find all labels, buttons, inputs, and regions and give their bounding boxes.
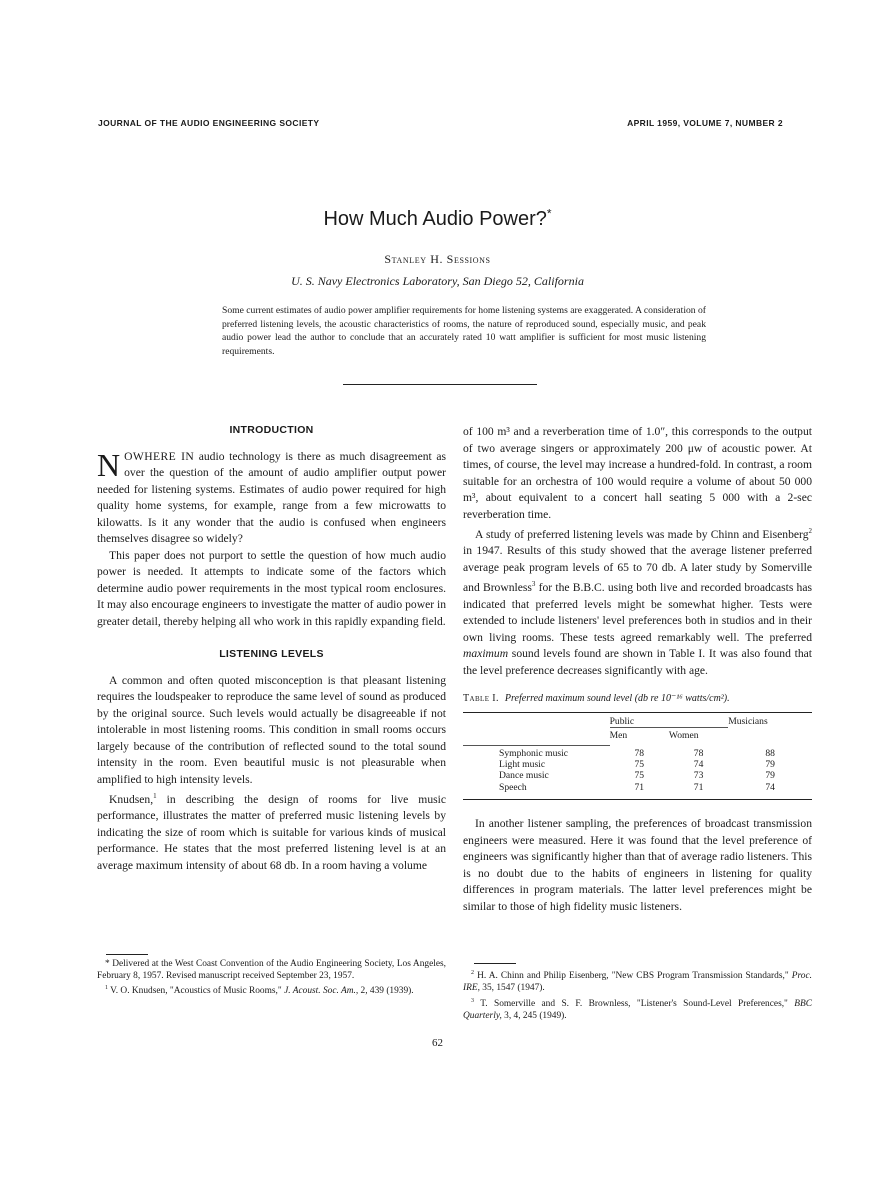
listening-paragraph-2-text: in describing the design of rooms for live music performance, illustrates the matter of preferred music listening levels by indicating the size of room which is suitable for various kinds of musical performance. He states that the most preferred listening level is at an average maximum intensity of about 68 db. In a room having a volume bbox=[97, 792, 446, 872]
table-cell-men: 78 bbox=[634, 747, 645, 759]
table-subheader bbox=[463, 728, 812, 746]
table-group-header bbox=[463, 712, 812, 727]
footnote-2-citation: 35, 1547 (1947). bbox=[479, 983, 545, 994]
table-cell-women: 78 bbox=[693, 747, 704, 759]
intro-paragraph-1 bbox=[97, 446, 446, 548]
table-cell-men: 75 bbox=[634, 770, 645, 782]
table-cell-musicians: 74 bbox=[765, 781, 775, 793]
table-cell-men: 71 bbox=[634, 781, 645, 793]
ref-marker-3: 3 bbox=[531, 580, 536, 589]
table-row bbox=[463, 745, 812, 759]
footnote-2-mark: 2 bbox=[471, 970, 474, 976]
intro-paragraph-2: This paper does not purport to settle the question of how much audio power is needed. It attempts to indicate some of the factors which determine audio power requirements in the most typical room enclosures. It may also encourage engineers to investigate the matter of audio power in greater detail, thereby helping all who work in this rapidly expanding field. bbox=[97, 548, 446, 628]
footnote-1 bbox=[97, 982, 446, 997]
listening-paragraph-2 bbox=[97, 788, 446, 874]
abstract: Some current estimates of audio power amplifier requirements for home listening systems are exaggerated. A consideration of preferred listening levels, the acoustic characteristics of rooms, the nature of reproduced sound, especially music, and peak audio power lead the author to conclude that an accurately rated 10 watt amplifier is sufficient for most music listening requirements. bbox=[222, 305, 706, 357]
running-header-issue: APRIL 1959, VOLUME 7, NUMBER 2 bbox=[627, 118, 783, 128]
footnote-2-text: H. A. Chinn and Philip Eisenberg, "New CBS Program Transmission Standards," bbox=[474, 971, 792, 982]
footnote-1-journal: J. Acoust. Soc. Am., bbox=[284, 986, 359, 997]
table-cell-women: 74 bbox=[693, 759, 704, 771]
section-heading-listening-levels: LISTENING LEVELS bbox=[219, 648, 324, 660]
table-row bbox=[463, 782, 812, 800]
study-text-d: sound levels found are shown in Table I. It was also found that the level preference decreases significantly with age. bbox=[463, 647, 812, 677]
footnote-3-citation: 3, 4, 245 (1949). bbox=[501, 1010, 567, 1021]
table-row-label: Dance music bbox=[499, 770, 549, 782]
table-cell-musicians: 79 bbox=[765, 770, 775, 782]
footnote-2-journal: Proc. IRE, bbox=[463, 971, 812, 994]
table-group-public: Public bbox=[610, 712, 729, 727]
table-row bbox=[463, 759, 812, 770]
study-text-c: for the B.B.C. using both live and recorded broadcasts has indicated that preferred levels might be somewhat higher. Tests were extended to include listeners' level preferences both in studios and in their own living rooms. These tests agreed remarkably well. The preferred bbox=[463, 581, 813, 644]
table-cell-women: 73 bbox=[693, 770, 704, 782]
article-title bbox=[0, 208, 875, 231]
intro-paragraph-1-text: audio technology is there as much disagreement as over the question of the amount of audio amplifier output power needed for listening systems. Estimates of audio power required for high quality home systems, for example, range from a few microwatts to kilowatts. Is it any wonder that the audio is confused when engineers themselves disagree so widely? bbox=[97, 449, 446, 545]
ref-marker-2: 2 bbox=[808, 527, 812, 535]
footnote-3 bbox=[463, 995, 812, 1023]
study-text-b: in 1947. Results of this study showed that the average listener preferred average peak program levels of 65 to 70 db. A later study by Somerville and Brownless bbox=[463, 544, 812, 595]
table-cell-musicians: 88 bbox=[765, 747, 775, 759]
page-number: 62 bbox=[432, 1037, 443, 1049]
footnotes-left bbox=[97, 958, 446, 998]
ref-marker-1: 1 bbox=[153, 792, 157, 800]
article-title-text: How Much Audio Power? bbox=[323, 208, 547, 230]
table-row-label: Symphonic music bbox=[499, 747, 569, 759]
study-emphasis: maximum bbox=[463, 647, 509, 661]
footnote-2 bbox=[463, 967, 812, 995]
footnote-1-mark: 1 bbox=[105, 985, 108, 992]
study-paragraph bbox=[463, 523, 812, 679]
preferred-levels-table bbox=[463, 712, 812, 800]
footnote-3-journal: BBC Quarterly, bbox=[463, 998, 812, 1021]
table-caption bbox=[463, 691, 812, 708]
drop-cap: N bbox=[97, 446, 121, 483]
table-cell-women: 71 bbox=[693, 781, 704, 793]
table-row-label: Light music bbox=[499, 759, 546, 771]
footnote-3-text: T. Somerville and S. F. Brownless, "Listener's Sound-Level Preferences," bbox=[474, 998, 795, 1009]
knudsen-name: Knudsen, bbox=[109, 792, 154, 806]
table-row-label: Speech bbox=[499, 781, 527, 793]
table-col-men: Men bbox=[609, 730, 628, 742]
footnote-rule-left bbox=[106, 954, 148, 955]
table-col-women: Women bbox=[668, 730, 699, 742]
footnote-star: * Delivered at the West Coast Convention of the Audio Engineering Society, Los Angeles, February 8, 1957. Revised manuscript received September 23, 1957. bbox=[97, 959, 446, 982]
section-heading-introduction: INTRODUCTION bbox=[229, 424, 314, 436]
left-column bbox=[97, 422, 446, 874]
running-header-journal: JOURNAL OF THE AUDIO ENGINEERING SOCIETY bbox=[98, 118, 320, 128]
table-caption-text: Preferred maximum sound level (db re 10⁻¹⁶ watts/cm²). bbox=[504, 693, 730, 705]
continued-paragraph: of 100 m³ and a reverberation time of 1.0″, this corresponds to the output of two average singers or approximately 200 μw of acoustic power. At times, of course, the level may increase a hundred-fold. In contrast, a room suitable for an orchestra of 100 would require a volume of about 50 000 m³, about equivalent to a concert hall seating 5 000 with a 2-sec reverberation time. bbox=[463, 425, 812, 521]
footnote-rule-right bbox=[474, 963, 516, 964]
author-affiliation: U. S. Navy Electronics Laboratory, San Diego 52, California bbox=[291, 274, 584, 288]
table-row bbox=[463, 770, 812, 781]
table-label: Table I. bbox=[463, 693, 499, 705]
footnote-3-mark: 3 bbox=[471, 997, 474, 1004]
table-cell-men: 75 bbox=[634, 759, 645, 771]
intro-lead-words: OWHERE IN bbox=[124, 449, 195, 463]
footnotes-right bbox=[463, 967, 812, 1022]
title-footnote-marker: * bbox=[546, 206, 552, 221]
author-name: Stanley H. Sessions bbox=[384, 252, 491, 266]
footnote-1-text: V. O. Knudsen, "Acoustics of Music Rooms," bbox=[108, 986, 285, 997]
engineers-paragraph: In another listener sampling, the preferences of broadcast transmission engineers were measured. Here it was found that the level preference of engineers was significantly higher than that of average radio listeners. This is no doubt due to the habits of engineers in listening for quality differences in program materials. The latter level preferences might be similar to those of high fidelity music listeners. bbox=[463, 817, 812, 913]
study-text-a: A study of preferred listening levels was made by Chinn and Eisenberg bbox=[475, 527, 809, 541]
title-divider bbox=[343, 384, 537, 385]
listening-paragraph-1: A common and often quoted misconception is that pleasant listening requires the loudspeaker to reproduce the same level of sound as produced by the original source. Such levels would actually be disagreeable if not intolerable in most listening rooms. This condition in small rooms occurs largely because of the contribution of reflected sound to the total sound intensity in the room. Even beautiful music is not pleasurable when amplified to high intensity levels. bbox=[97, 673, 446, 786]
footnote-1-citation: 2, 439 (1939). bbox=[358, 986, 414, 997]
table-cell-musicians: 79 bbox=[765, 759, 775, 771]
table-group-musicians: Musicians bbox=[728, 715, 768, 727]
right-column bbox=[463, 424, 812, 915]
